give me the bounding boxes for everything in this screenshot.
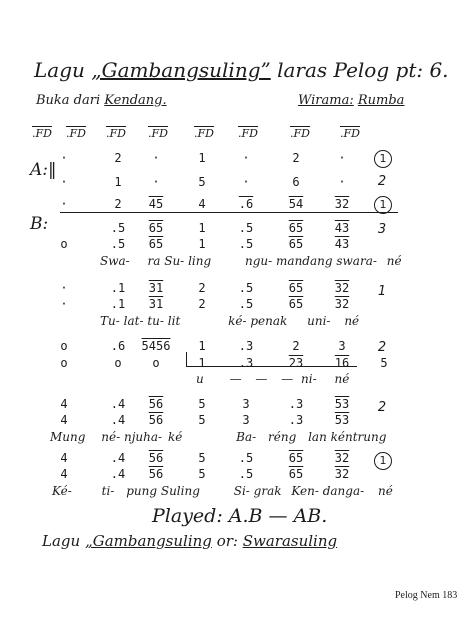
note: 56 — [148, 397, 164, 411]
note: 23 — [288, 356, 304, 370]
note: .5 — [238, 451, 254, 465]
header-mark: .FD — [32, 127, 52, 140]
note: .4 — [110, 467, 126, 481]
wirama-value: Rumba — [357, 93, 405, 108]
note: 5 — [198, 451, 206, 465]
phrase-bracket — [186, 352, 357, 367]
note: .5 — [238, 467, 254, 481]
note: 5 — [198, 397, 206, 411]
note: 56 — [148, 413, 164, 427]
lyric-syllable: tu- — [147, 314, 164, 328]
section-a-row — [0, 174, 474, 190]
lyric-syllable: ké- — [228, 314, 247, 328]
note: 2 — [198, 297, 206, 311]
note: .4 — [110, 397, 126, 411]
note: .1 — [110, 297, 126, 311]
note: .5 — [238, 297, 254, 311]
note: 45 — [148, 197, 164, 211]
note: 4 — [60, 467, 68, 481]
lyric-syllable: penak — [250, 314, 288, 328]
note: 3 — [242, 413, 250, 427]
note: · — [242, 151, 250, 165]
lyric-syllable: — — [229, 372, 242, 386]
lyric-syllable: ké — [167, 430, 183, 444]
note: .6 — [238, 197, 254, 211]
gong-mark: 1 — [377, 284, 387, 299]
wirama-line — [298, 93, 404, 108]
note: .3 — [238, 339, 254, 353]
lyric-line — [196, 372, 349, 386]
note: 65 — [288, 221, 304, 235]
lyric-syllable: Suling — [160, 484, 200, 498]
lyric-syllable: — — [281, 372, 294, 386]
note: 65 — [288, 467, 304, 481]
note: .4 — [110, 451, 126, 465]
page-folio: Pelog Nem 183 — [395, 590, 458, 601]
gong-mark: 2 — [377, 340, 387, 355]
note: 31 — [148, 281, 164, 295]
note: o — [60, 339, 68, 353]
note: 5456 — [141, 339, 171, 353]
lyric-line — [100, 314, 359, 328]
note: 3 — [242, 397, 250, 411]
note: .3 — [288, 413, 304, 427]
note: 43 — [334, 237, 350, 251]
note: 5 — [198, 467, 206, 481]
section-b-row — [0, 450, 474, 466]
lyric-syllable: Si- — [233, 484, 250, 498]
note: 2 — [198, 281, 206, 295]
note: 54 — [288, 197, 304, 211]
section-b-row — [0, 280, 474, 299]
header-mark: .FD — [148, 127, 168, 140]
lyric-syllable: Ken- — [291, 484, 319, 498]
header-mark: .FD — [290, 127, 310, 140]
wirama-label: Wirama: — [298, 93, 354, 108]
note: 6 — [292, 175, 300, 189]
lyric-syllable: Mung — [50, 430, 86, 444]
note: 56 — [148, 451, 164, 465]
footer-alt-title — [42, 532, 337, 550]
section-b-row — [0, 412, 474, 428]
lyric-syllable: Tu- — [100, 314, 120, 328]
note: 2 — [292, 339, 300, 353]
note: .6 — [110, 339, 126, 353]
header-mark: .FD — [194, 127, 214, 140]
note: 65 — [148, 237, 164, 251]
footer-prefix: Lagu — [42, 532, 81, 550]
lyric-line — [52, 484, 393, 498]
section-b-row — [0, 396, 474, 415]
note: 16 — [334, 356, 350, 370]
lyric-line — [100, 254, 402, 268]
note: 1 — [198, 356, 206, 370]
note: 43 — [334, 221, 350, 235]
note: 2 — [114, 197, 122, 211]
lyric-syllable: ni- — [301, 372, 317, 386]
header-mark: .FD — [66, 127, 86, 140]
lyric-syllable: né — [386, 254, 402, 268]
footer-mid: or: — [216, 532, 238, 550]
lyric-syllable: pung — [126, 484, 158, 498]
lyric-syllable: ling — [188, 254, 212, 268]
note: 2 — [114, 151, 122, 165]
note: 32 — [334, 451, 350, 465]
section-a-row — [0, 196, 474, 212]
lyric-syllable: ti- — [101, 484, 115, 498]
footer-name1: „Gambangsuling — [84, 532, 212, 550]
gong-circle: 1 — [374, 150, 392, 168]
note: · — [60, 281, 68, 295]
section-divider — [60, 212, 398, 213]
lyric-syllable: grak — [253, 484, 282, 498]
lyric-syllable: lit — [167, 314, 181, 328]
note: 1 — [198, 237, 206, 251]
note: 1 — [198, 151, 206, 165]
lyric-line — [50, 430, 386, 444]
note: o — [60, 237, 68, 251]
lyric-syllable: né — [378, 484, 393, 498]
note: o — [60, 356, 68, 370]
lyric-syllable: lat- — [123, 314, 144, 328]
note: 2 — [292, 151, 300, 165]
lyric-syllable: mandang — [276, 254, 333, 268]
note: .5 — [238, 237, 254, 251]
note: 5 — [380, 356, 388, 370]
lyric-syllable: u — [196, 372, 204, 386]
note: 56 — [148, 467, 164, 481]
note: 32 — [334, 297, 350, 311]
note: .3 — [288, 397, 304, 411]
note: 5 — [198, 175, 206, 189]
lyric-syllable: réng — [268, 430, 297, 444]
note: 4 — [60, 397, 68, 411]
lyric-syllable: lan kéntrung — [308, 430, 387, 444]
note: 53 — [334, 397, 350, 411]
lyric-syllable: swara- — [336, 254, 377, 268]
section-a-label: A:‖ — [30, 160, 57, 180]
lyric-syllable: né- — [101, 430, 121, 444]
lyric-syllable: — — [255, 372, 268, 386]
note: 32 — [334, 281, 350, 295]
section-b-row — [0, 466, 474, 482]
lyric-syllable: né — [344, 314, 360, 328]
note: o — [114, 356, 122, 370]
lyric-syllable: Swa- — [100, 254, 130, 268]
header-mark: .FD — [106, 127, 126, 140]
gong-mark: 2 — [377, 400, 387, 415]
note: 65 — [288, 281, 304, 295]
note: .4 — [110, 413, 126, 427]
note: .5 — [238, 221, 254, 235]
gong-circle: 1 — [374, 452, 392, 470]
title-prefix: Lagu — [34, 58, 85, 82]
note: 3 — [338, 339, 346, 353]
lyric-syllable: njuha- — [123, 430, 163, 444]
note: 31 — [148, 297, 164, 311]
note: 4 — [198, 197, 206, 211]
note: · — [152, 175, 160, 189]
lyric-syllable: né — [334, 372, 350, 386]
note: 5 — [198, 413, 206, 427]
footer-name2: Swarasuling — [242, 532, 338, 550]
section-b-row — [0, 296, 474, 312]
note: 65 — [288, 237, 304, 251]
buka-line — [36, 93, 167, 108]
note: o — [152, 356, 160, 370]
note: .3 — [238, 356, 254, 370]
note: .1 — [110, 281, 126, 295]
note: · — [60, 297, 68, 311]
note: 53 — [334, 413, 350, 427]
title-name: „Gambangsuling” — [91, 58, 271, 82]
section-b-row — [0, 236, 474, 252]
note: 4 — [60, 413, 68, 427]
song-title — [34, 58, 449, 82]
section-b-label: B: — [30, 214, 49, 234]
note: 32 — [334, 467, 350, 481]
title-suffix: laras Pelog pt: 6. — [277, 58, 449, 82]
note: · — [60, 175, 68, 189]
note: 65 — [148, 221, 164, 235]
note: .5 — [238, 281, 254, 295]
note: 1 — [114, 175, 122, 189]
lyric-syllable: Ké- — [52, 484, 72, 498]
lyric-syllable: uni- — [307, 314, 331, 328]
lyric-syllable: danga- — [322, 484, 365, 498]
gong-mark: 2 — [377, 174, 387, 189]
note: 4 — [60, 451, 68, 465]
note: 32 — [334, 197, 350, 211]
note: · — [60, 197, 68, 211]
lyric-syllable: ra Su- — [147, 254, 185, 268]
gong-mark: 3 — [377, 222, 387, 237]
note: · — [338, 175, 346, 189]
note: · — [338, 151, 346, 165]
gong-circle: 1 — [374, 196, 392, 214]
header-mark: .FD — [340, 127, 360, 140]
note: 1 — [198, 339, 206, 353]
section-b-row — [0, 220, 474, 236]
section-a-row — [0, 150, 474, 166]
buka-text: Buka dari — [36, 93, 101, 108]
note: .5 — [110, 221, 126, 235]
lyric-syllable: ngu- — [245, 254, 273, 268]
played-order: Played: A.B — AB. — [152, 505, 328, 527]
note: .5 — [110, 237, 126, 251]
header-mark: .FD — [238, 127, 258, 140]
note: 65 — [288, 297, 304, 311]
note: 65 — [288, 451, 304, 465]
lyric-syllable: Ba- — [236, 430, 257, 444]
note: · — [242, 175, 250, 189]
note: · — [152, 151, 160, 165]
note: · — [60, 151, 68, 165]
note: 1 — [198, 221, 206, 235]
kendang-text: Kendang. — [104, 93, 167, 108]
